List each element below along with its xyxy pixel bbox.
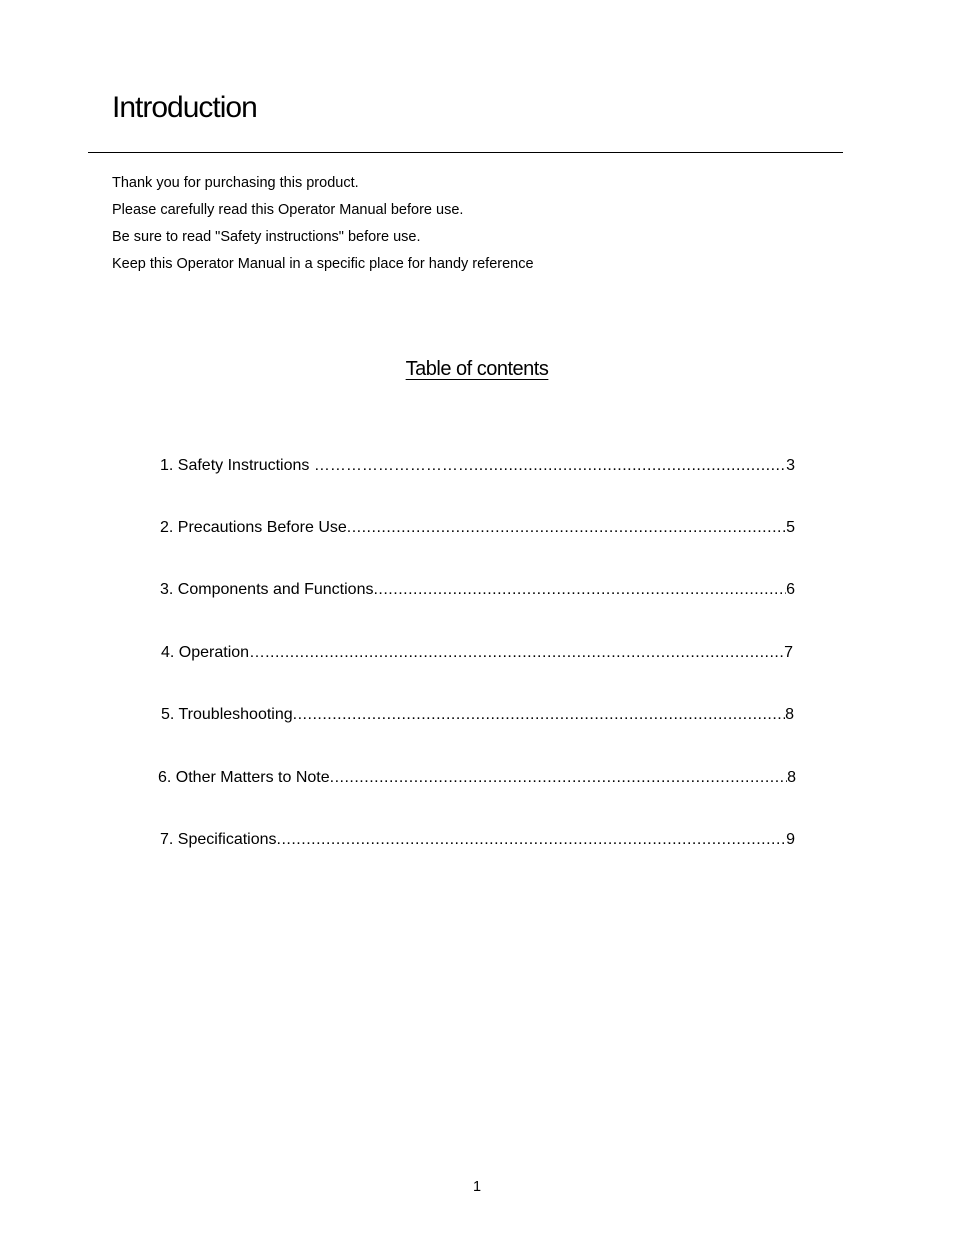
intro-line: Keep this Operator Manual in a specific place for handy reference <box>112 256 534 272</box>
toc-entry-page: 3 <box>786 457 795 474</box>
intro-line: Be sure to read "Safety instructions" before use. <box>112 229 421 245</box>
toc-entry-label: 5. Troubleshooting <box>161 706 293 723</box>
toc-entry-other-matters[interactable] <box>158 768 796 788</box>
toc-entry-leader <box>293 705 785 725</box>
intro-line: Thank you for purchasing this product. <box>112 175 359 191</box>
intro-text <box>112 170 534 278</box>
toc-entry-label: 1. Safety Instructions ………………………… <box>160 457 474 474</box>
toc-entry-operation[interactable] <box>161 643 793 663</box>
toc-entry-troubleshooting[interactable] <box>161 705 794 725</box>
toc-entry-page: 7 <box>784 644 793 661</box>
toc-entry-leader <box>277 830 787 850</box>
toc-entry-page: 6 <box>786 581 795 598</box>
toc-entry-label: 7. Specifications <box>160 831 277 848</box>
toc-entry-leader <box>347 518 786 538</box>
toc-entry-leader <box>474 456 786 476</box>
toc-entry-label: 4. Operation… <box>161 644 266 661</box>
toc-entry-specifications[interactable] <box>160 830 795 850</box>
toc-entry-leader <box>330 768 787 788</box>
toc-entry-components[interactable] <box>160 580 795 600</box>
toc-entry-page: 8 <box>787 769 796 786</box>
toc-entry-precautions[interactable] <box>160 518 795 538</box>
toc-entry-page: 5 <box>786 519 795 536</box>
toc-entry-label: 2. Precautions Before Use <box>160 519 347 536</box>
title-divider <box>88 152 843 153</box>
toc-heading-text: Table of contents <box>405 358 549 380</box>
page-title: Introduction <box>112 91 257 124</box>
toc-entry-leader <box>373 580 786 600</box>
page-number: 1 <box>472 1179 482 1195</box>
toc-entry-leader <box>265 643 784 663</box>
toc-entry-label: 3. Components and Functions <box>160 581 374 598</box>
toc-entry-page: 8 <box>785 706 794 723</box>
toc-entry-safety-instructions[interactable] <box>160 456 795 476</box>
toc-entry-page: 9 <box>786 831 795 848</box>
toc-entry-label: 6. Other Matters to Note <box>158 769 330 786</box>
intro-line: Please carefully read this Operator Manual before use. <box>112 202 464 218</box>
toc-heading <box>0 356 954 382</box>
